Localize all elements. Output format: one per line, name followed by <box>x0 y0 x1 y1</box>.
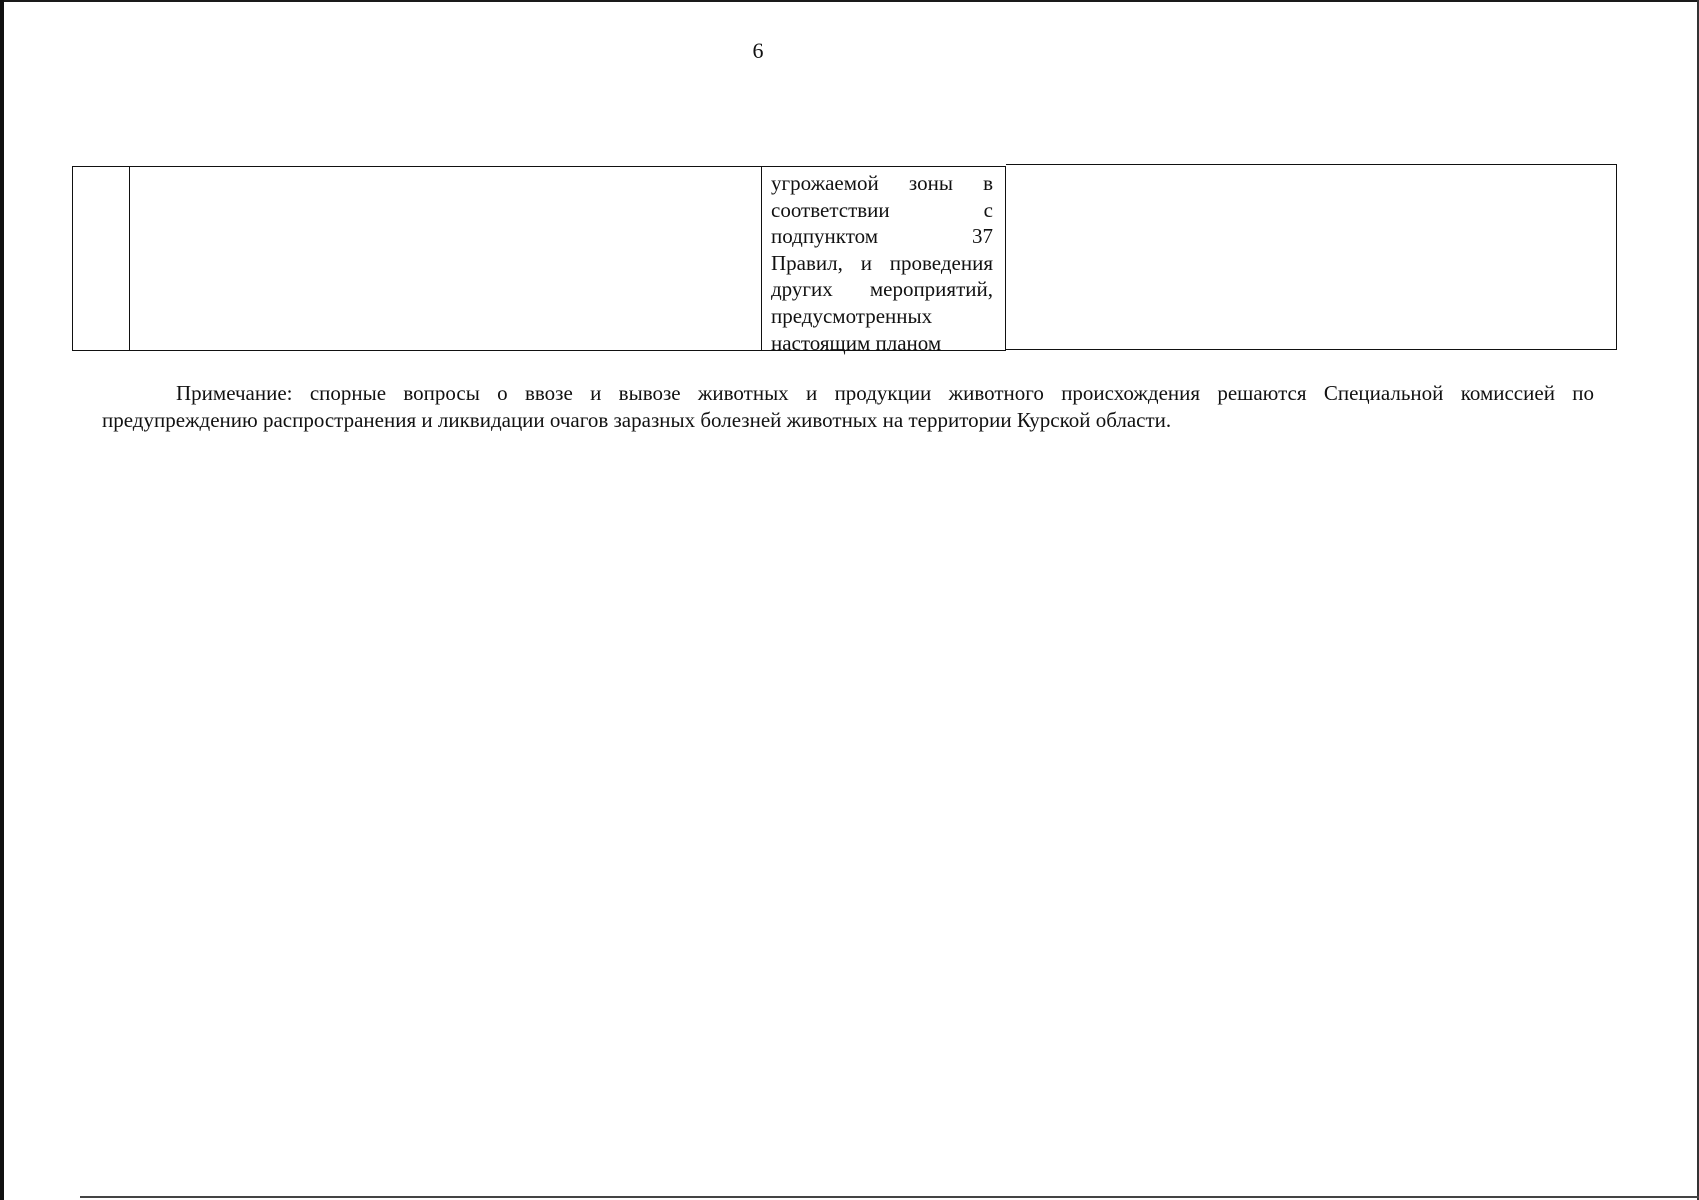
cell-text-line: предусмотренных <box>771 303 933 328</box>
table-cell-description <box>762 166 1006 355</box>
cell-text-line: других мероприятий, <box>771 277 993 302</box>
scan-edge-bottom <box>80 1196 1699 1198</box>
table-cell-responsible <box>1006 164 1617 350</box>
scan-edge-left <box>0 0 4 1200</box>
table-cell-number <box>72 166 130 351</box>
cell-text-line: соответствии с <box>771 197 993 222</box>
note-line-1: Примечание: спорные вопросы о ввозе и вывозе животных и продукции животного происхождения решаются Специальной комиссией по <box>176 381 1594 405</box>
scan-edge-top <box>0 0 1699 2</box>
page-number: 6 <box>752 38 764 63</box>
table-cell-measure <box>130 166 762 351</box>
measures-table <box>72 166 1617 353</box>
cell-text-line: угрожаемой зоны в <box>771 171 993 195</box>
cell-text-block <box>771 170 993 356</box>
note-line-2: предупреждению распространения и ликвидации очагов заразных болезней животных на территории Курской области. <box>102 408 1172 432</box>
cell-text-line: Правил, и проведения <box>771 250 993 275</box>
cell-text-line: настоящим планом <box>771 330 942 355</box>
note-paragraph <box>102 380 1594 434</box>
cell-text-line: подпунктом 37 <box>771 224 993 249</box>
